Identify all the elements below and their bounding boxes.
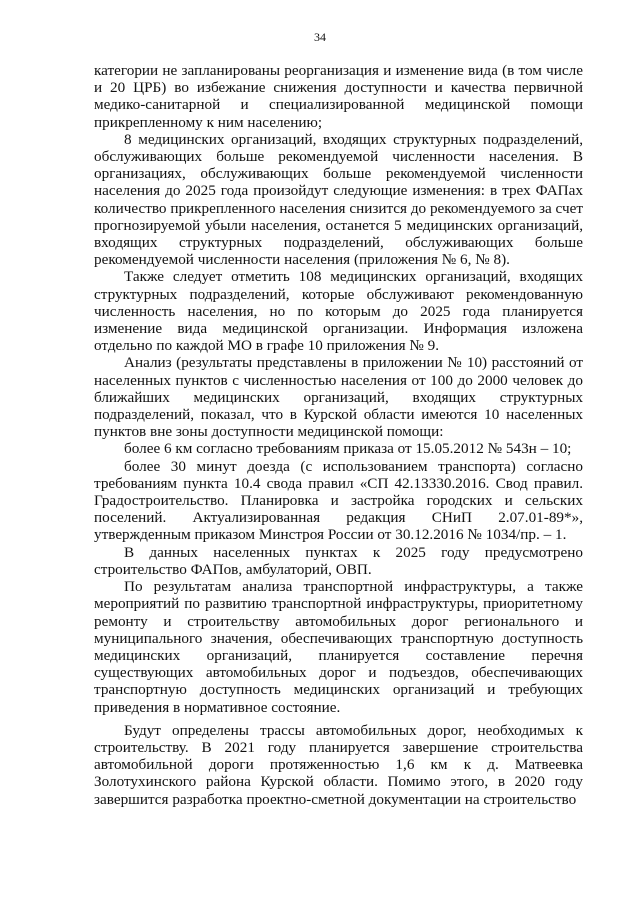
paragraph-road-construction: Будут определены трассы автомобильных дорог, необходимых к строительству. В 2021 году планируется завершение строительства автомобильной дороги протяженностью 1,6 км к д. Матвеевка Золотухинского района Курской области. Помимо этого, в 2020 году завершится разработка проектно-сметной документации на строительство (94, 721, 583, 808)
paragraph-transport-infrastructure: По результатам анализа транспортной инфраструктуры, а также мероприятий по развитию транспортной инфраструктуры, приоритетному ремонту и строительству автомобильных дорог регионального и муниципального значения, обеспечивающих транспортную доступность медицинских организаций, планируется составление перечня существующих автомобильных дорог и подъездов, обеспечивающих транспортную доступность медицинских организаций и требующих приведения в нормативное состояние. (94, 578, 583, 716)
paragraph-construction-planned: В данных населенных пунктах к 2025 году предусмотрено строительство ФАПов, амбулаторий, ОВП. (94, 543, 583, 578)
paragraph-reorganization-continued: категории не запланированы реорганизация и изменение вида (в том числе и 20 ЦРБ) во избежание снижения доступности и качества первичной медико-санитарной и специализированной медицинской помощи прикрепленному к ним населению; (94, 62, 583, 131)
paragraph-eight-organizations: 8 медицинских организаций, входящих структурных подразделений, обслуживающих больше рекомендуемой численности населения. В организациях, обслуживающих больше рекомендуемой численности населения до 2025 года произойдут следующие изменения: в трех ФАПах количество прикрепленного населения снизится до рекомендуемого за счет прогнозируемой убыли населения, останется 5 медицинских организаций, входящих структурных подразделений, обслуживающих больше рекомендуемой численности населения (приложения № 6, № 8). (94, 130, 583, 269)
paragraph-30min-requirement: более 30 минут доезда (с использованием транспорта) согласно требованиям пункта 10.4 свода правил «СП 42.13330.2016. Свод правил. Градостроительство. Планировка и застройка городских и сельских поселений. Актуализированная редакция СНиП 2.07.01-89*», утвержденным приказом Минстроя России от 30.12.2016 № 1034/пр. – 1. (94, 457, 583, 544)
document-body (94, 62, 583, 808)
paragraph-108-organizations: Также следует отметить 108 медицинских организаций, входящих структурных подразделений, которые обслуживают рекомендованную численность населения, но по которым до 2025 года планируется изменение вида медицинской организации. Информация изложена отдельно по каждой МО в графе 10 приложения № 9. (94, 268, 583, 355)
paragraph-6km-requirement: более 6 км согласно требованиям приказа от 15.05.2012 № 543н – 10; (124, 440, 572, 458)
paragraph-distance-analysis: Анализ (результаты представлены в приложении № 10) расстояний от населенных пунктов с численностью населения от 100 до 2000 человек до ближайших медицинских организаций, входящих структурных подразделений, показал, что в Курской области имеются 10 населенных пунктов вне зоны доступности медицинской помощи: (94, 354, 583, 441)
page-number: 34 (314, 30, 326, 44)
